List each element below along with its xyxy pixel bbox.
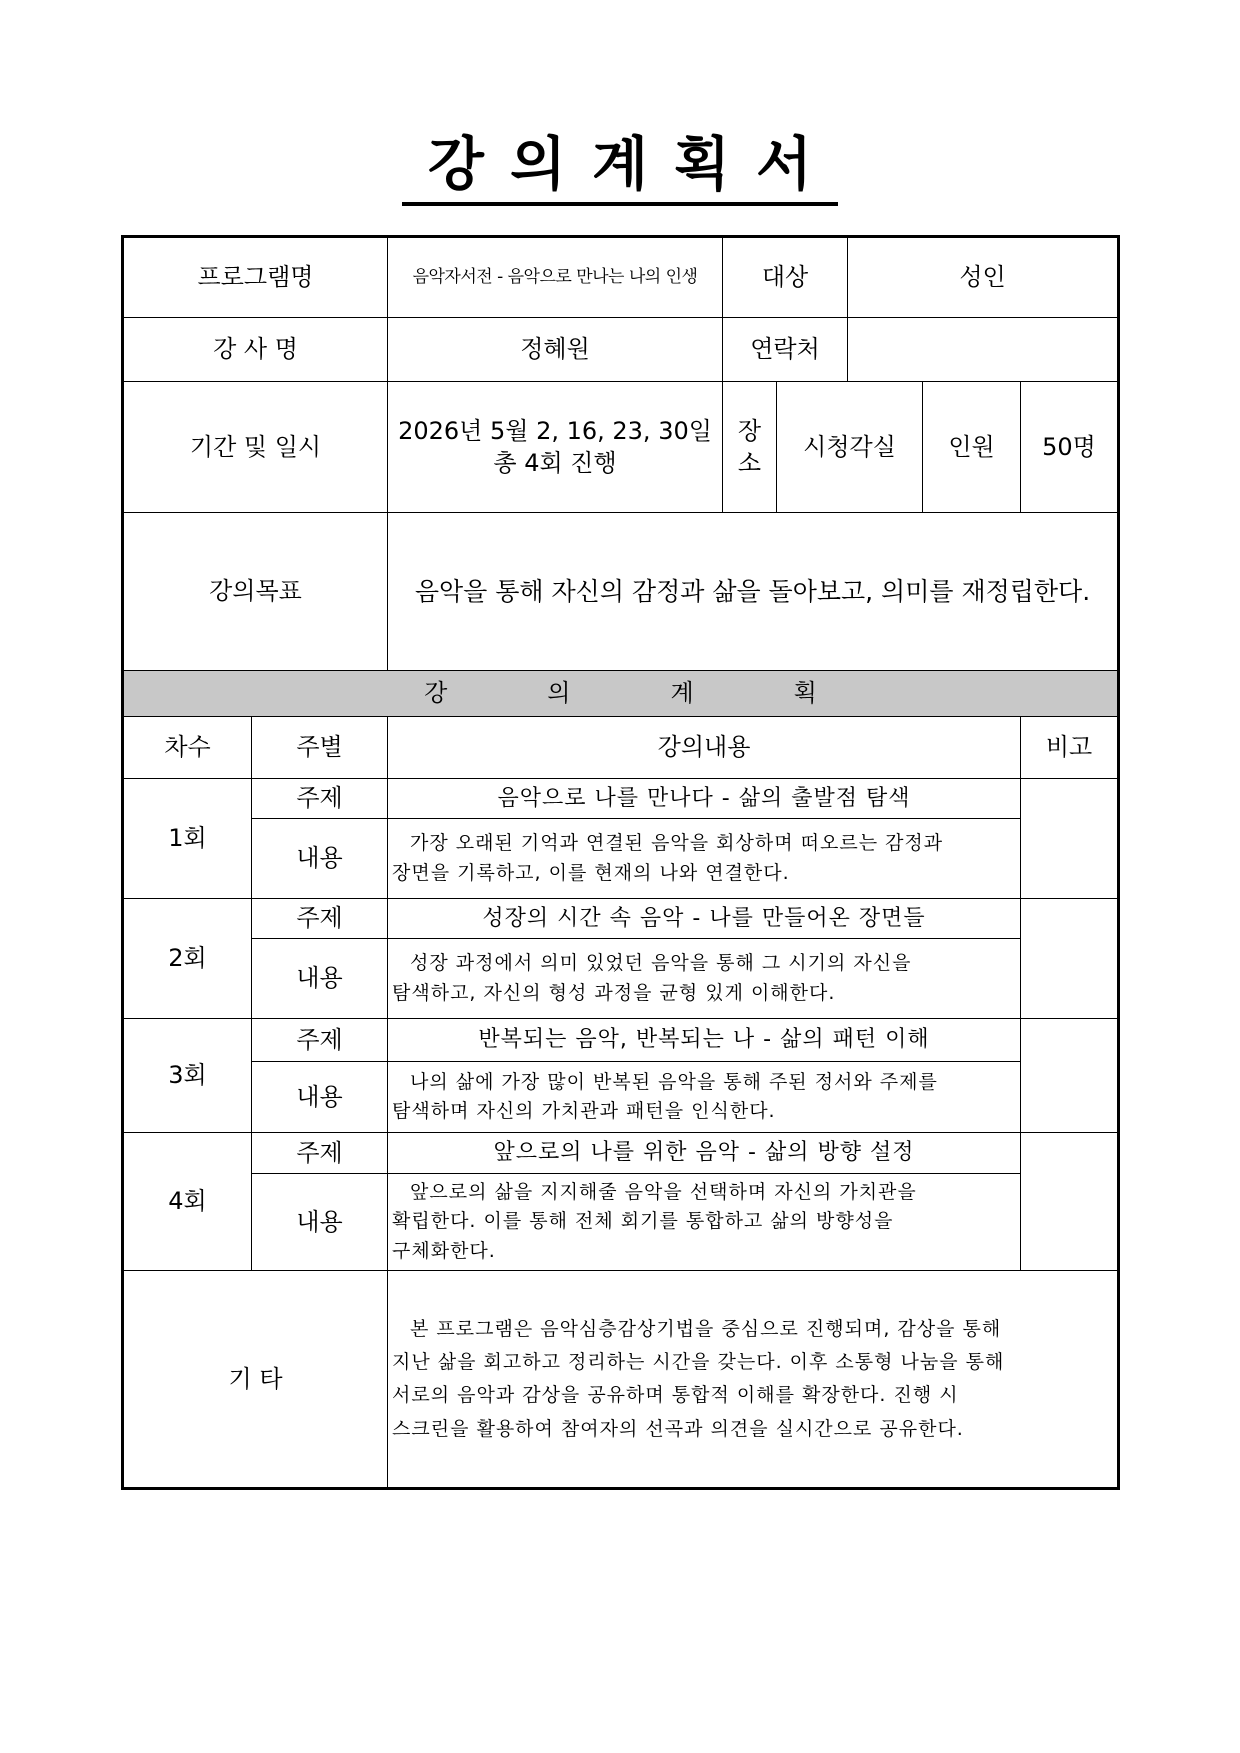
session-2-topic-row — [123, 899, 1119, 939]
session-2-content-label: 내용 — [252, 939, 388, 1019]
misc-line-4: 스크린을 활용하여 참여자의 선곡과 의견을 실시간으로 공유한다. — [392, 1417, 964, 1440]
session-3-topic-row — [123, 1019, 1119, 1062]
session-2-number: 2회 — [123, 899, 252, 1019]
instructor-value: 정혜원 — [388, 318, 723, 382]
session-3-content-line-1: 나의 삶에 가장 많이 반복된 음악을 통해 주된 정서와 주제를 — [410, 1070, 938, 1093]
goal-value: 음악을 통해 자신의 감정과 삶을 돌아보고, 의미를 재정립한다. — [388, 513, 1119, 671]
instructor-label: 강 사 명 — [123, 318, 388, 382]
session-1-number: 1회 — [123, 779, 252, 899]
misc-label: 기 타 — [123, 1271, 388, 1489]
plan-banner — [123, 671, 1119, 717]
place-label-bottom: 소 — [737, 449, 762, 477]
session-3-number: 3회 — [123, 1019, 252, 1133]
schedule-value — [388, 382, 723, 513]
session-4-note — [1021, 1133, 1119, 1271]
lecture-plan-table — [121, 235, 1120, 1490]
plan-banner-text: 강의계획 — [424, 679, 917, 708]
misc-line-1: 본 프로그램은 음악심층감상기법을 중심으로 진행되며, 감상을 통해 — [410, 1317, 1002, 1340]
place-label-top: 장 — [737, 416, 762, 445]
session-2-content — [388, 939, 1021, 1019]
session-3-content-label: 내용 — [252, 1062, 388, 1133]
goal-row — [123, 513, 1119, 671]
session-3-note — [1021, 1019, 1119, 1133]
session-1-content — [388, 819, 1021, 899]
session-4-content-line-2: 확립한다. 이를 통해 전체 회기를 통합하고 삶의 방향성을 — [392, 1210, 894, 1233]
session-1-content-line-1: 가장 오래된 기억과 연결된 음악을 회상하며 떠오르는 감정과 — [410, 832, 944, 855]
misc-row — [123, 1271, 1119, 1489]
session-4-number: 4회 — [123, 1133, 252, 1271]
session-3-topic: 반복되는 음악, 반복되는 나 - 삶의 패턴 이해 — [388, 1019, 1021, 1062]
schedule-row — [123, 382, 1119, 513]
instructor-row — [123, 318, 1119, 382]
session-4-topic-row — [123, 1133, 1119, 1174]
session-1-topic: 음악으로 나를 만나다 - 삶의 출발점 탐색 — [388, 779, 1021, 819]
header-note: 비고 — [1021, 717, 1119, 779]
session-1-content-label: 내용 — [252, 819, 388, 899]
program-value: 음악자서전 - 음악으로 만나는 나의 인생 — [388, 237, 723, 318]
session-2-topic-label: 주제 — [252, 899, 388, 939]
capacity-label: 인원 — [923, 382, 1021, 513]
document-title-wrap — [0, 128, 1240, 206]
session-2-content-line-2: 탐색하고, 자신의 형성 과정을 균형 있게 이해한다. — [392, 981, 836, 1004]
target-label: 대상 — [723, 237, 848, 318]
session-3-content-row — [123, 1062, 1119, 1133]
session-4-topic: 앞으로의 나를 위한 음악 - 삶의 방향 설정 — [388, 1133, 1021, 1174]
schedule-label: 기간 및 일시 — [123, 382, 388, 513]
contact-value — [848, 318, 1119, 382]
session-1-note — [1021, 779, 1119, 899]
session-3-content — [388, 1062, 1021, 1133]
session-4-content — [388, 1174, 1021, 1271]
contact-label: 연락처 — [723, 318, 848, 382]
session-1-content-line-2: 장면을 기록하고, 이를 현재의 나와 연결한다. — [392, 861, 790, 884]
schedule-total: 총 4회 진행 — [493, 449, 617, 477]
target-value: 성인 — [848, 237, 1119, 318]
session-2-note — [1021, 899, 1119, 1019]
header-session: 차수 — [123, 717, 252, 779]
schedule-dates: 2026년 5월 2, 16, 23, 30일 — [398, 416, 712, 445]
header-type: 주별 — [252, 717, 388, 779]
session-2-topic: 성장의 시간 속 음악 - 나를 만들어온 장면들 — [388, 899, 1021, 939]
session-2-content-line-1: 성장 과정에서 의미 있었던 음악을 통해 그 시기의 자신을 — [410, 952, 912, 975]
goal-label: 강의목표 — [123, 513, 388, 671]
plan-banner-row — [123, 671, 1119, 717]
session-4-content-line-1: 앞으로의 삶을 지지해줄 음악을 선택하며 자신의 가치관을 — [410, 1181, 917, 1203]
session-3-content-line-2: 탐색하며 자신의 가치관과 패턴을 인식한다. — [392, 1100, 776, 1122]
program-label: 프로그램명 — [123, 237, 388, 318]
document-title: 강의계획서 — [402, 128, 838, 206]
session-4-topic-label: 주제 — [252, 1133, 388, 1174]
misc-content — [388, 1271, 1119, 1489]
program-row — [123, 237, 1119, 318]
plan-header-row — [123, 717, 1119, 779]
place-label — [723, 382, 777, 513]
session-2-content-row — [123, 939, 1119, 1019]
session-1-content-row — [123, 819, 1119, 899]
session-4-content-row — [123, 1174, 1119, 1271]
misc-line-2: 지난 삶을 회고하고 정리하는 시간을 갖는다. 이후 소통형 나눔을 통해 — [392, 1351, 1005, 1374]
session-3-topic-label: 주제 — [252, 1019, 388, 1062]
session-1-topic-label: 주제 — [252, 779, 388, 819]
place-value: 시청각실 — [777, 382, 923, 513]
session-1-topic-row — [123, 779, 1119, 819]
capacity-value: 50명 — [1021, 382, 1119, 513]
session-4-content-label: 내용 — [252, 1174, 388, 1271]
session-4-content-line-3: 구체화한다. — [392, 1239, 496, 1262]
misc-line-3: 서로의 음악과 감상을 공유하며 통합적 이해를 확장한다. 진행 시 — [392, 1384, 959, 1407]
header-content: 강의내용 — [388, 717, 1021, 779]
